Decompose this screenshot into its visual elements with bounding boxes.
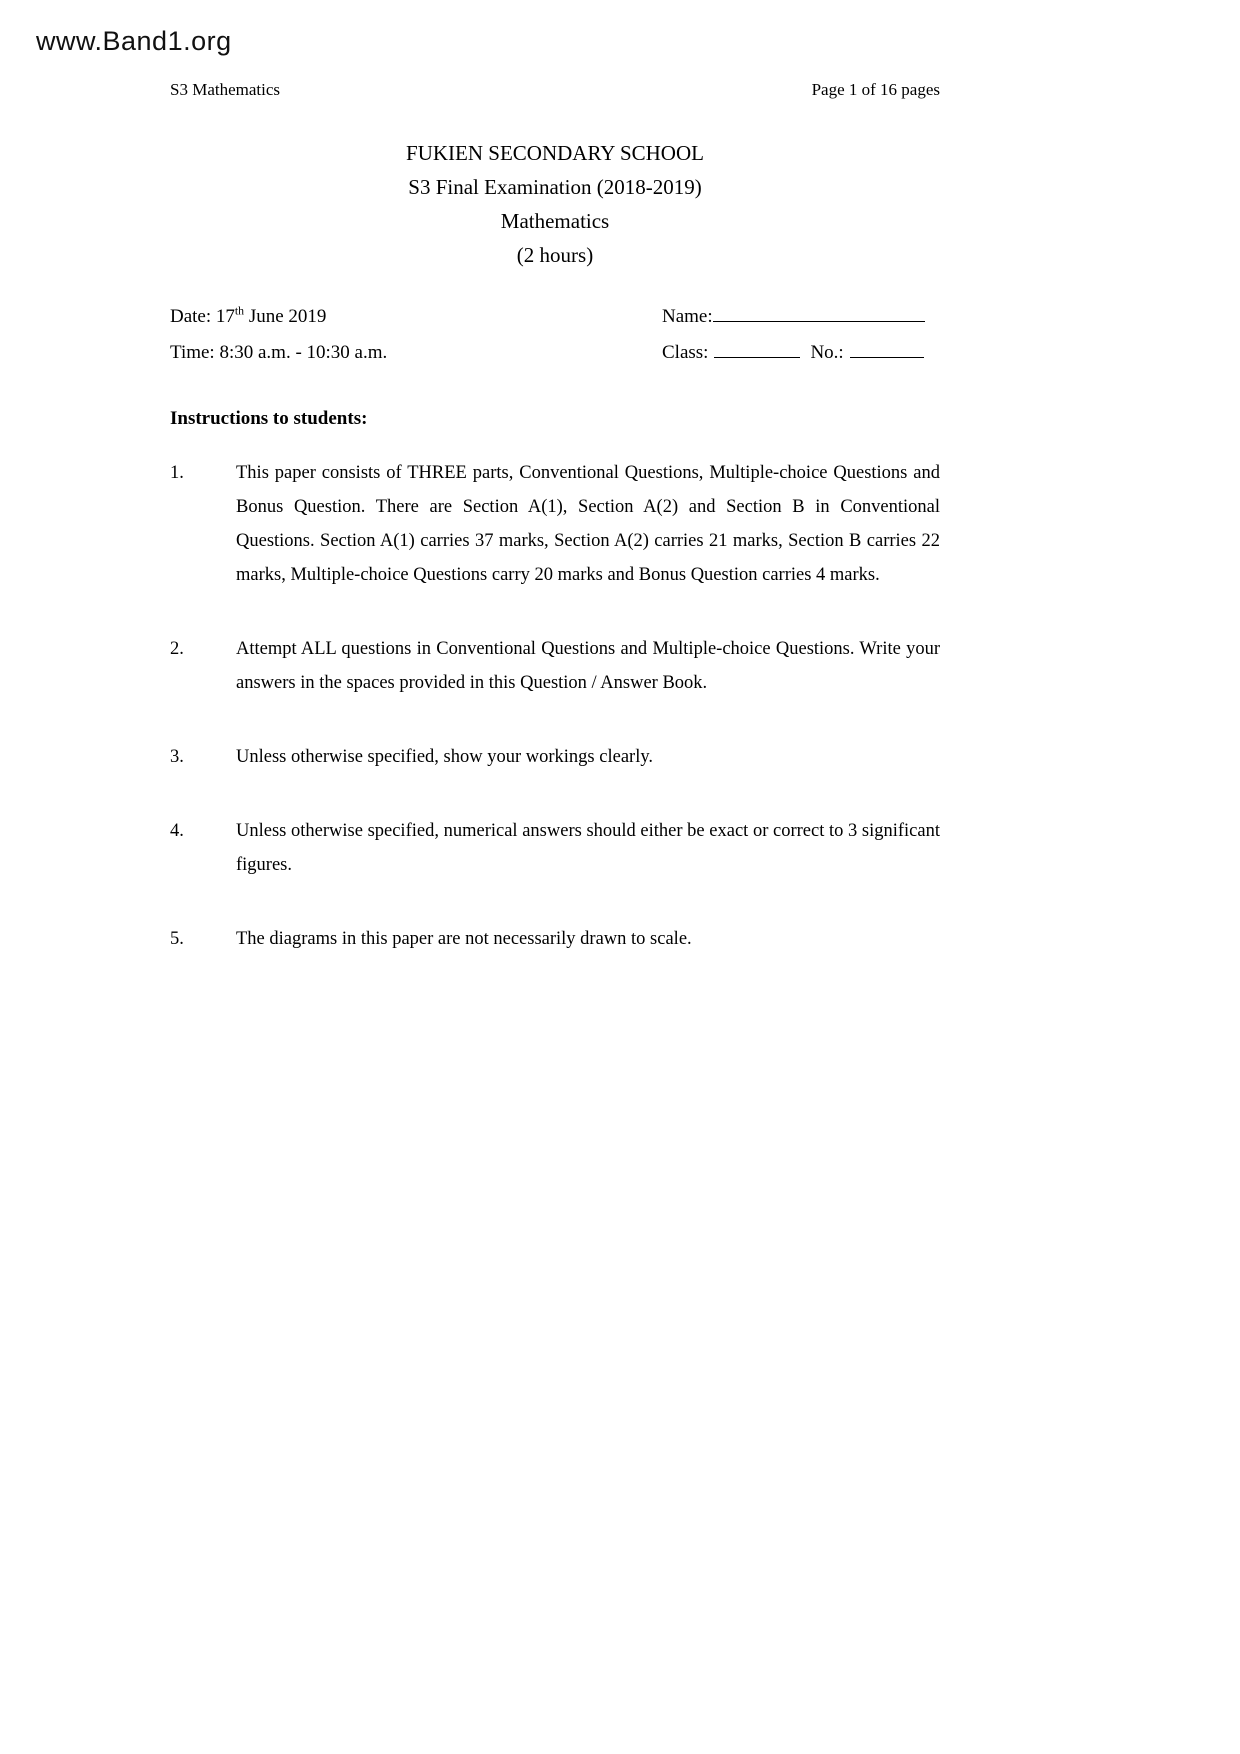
item-text: The diagrams in this paper are not necessarily drawn to scale.	[236, 929, 692, 949]
exam-title: S3 Final Examination (2018-2019)	[408, 175, 702, 199]
item-number: 1.	[170, 463, 184, 483]
item-text: Unless otherwise specified, numerical answers should either be exact or correct to 3 significant figures.	[236, 821, 940, 875]
instruction-item-2	[170, 632, 940, 700]
item-text: Unless otherwise specified, show your workings clearly.	[236, 747, 654, 767]
instruction-item-4	[170, 814, 940, 882]
class-label: Class:	[662, 342, 709, 364]
school-name: FUKIEN SECONDARY SCHOOL	[406, 141, 704, 165]
instruction-item-5	[170, 922, 940, 956]
item-number: 5.	[170, 929, 184, 949]
date-text-rest: June 2019	[244, 306, 327, 328]
no-blank-line	[850, 340, 924, 358]
class-blank-line	[714, 340, 800, 358]
info-row-2	[170, 340, 940, 376]
exam-duration: (2 hours)	[516, 243, 594, 267]
item-text: This paper consists of THREE parts, Conventional Questions, Multiple-choice Questions and Bonus Question. There are Section A(1), Section A(2) and Section B in Conventional Questions. Section A(1) carries 37 marks, Section A(2) carries 21 marks, Section B carries 22 marks, Multiple-choice Questions carry 20 marks and Bonus Question carries 4 marks.	[236, 463, 940, 585]
header-subject: S3 Mathematics	[170, 80, 281, 99]
name-blank-line	[713, 304, 925, 322]
instruction-item-3	[170, 740, 940, 774]
instructions-heading: Instructions to students:	[170, 408, 368, 429]
title-block	[170, 136, 940, 272]
exam-date	[170, 306, 662, 328]
item-number: 2.	[170, 639, 184, 659]
page-header	[170, 80, 940, 100]
exam-time: Time: 8:30 a.m. - 10:30 a.m.	[170, 342, 388, 364]
no-label: No.:	[810, 342, 844, 364]
header-page-number: Page 1 of 16 pages	[811, 80, 940, 99]
date-ordinal: th	[234, 304, 245, 318]
subject-title: Mathematics	[500, 209, 610, 233]
date-text: Date: 17	[170, 306, 235, 328]
class-no-field	[662, 340, 940, 364]
name-label: Name:	[662, 306, 713, 328]
item-number: 3.	[170, 747, 184, 767]
info-row-1	[170, 304, 940, 340]
item-number: 4.	[170, 821, 184, 841]
page-content	[170, 0, 940, 996]
instruction-item-1	[170, 456, 940, 592]
item-text: Attempt ALL questions in Conventional Questions and Multiple-choice Questions. Write your answers in the spaces provided in this Question / Answer Book.	[236, 639, 940, 693]
instructions-list	[170, 456, 940, 956]
info-block	[170, 304, 940, 376]
watermark-url: www.Band1.org	[36, 26, 232, 56]
name-field	[662, 304, 940, 328]
